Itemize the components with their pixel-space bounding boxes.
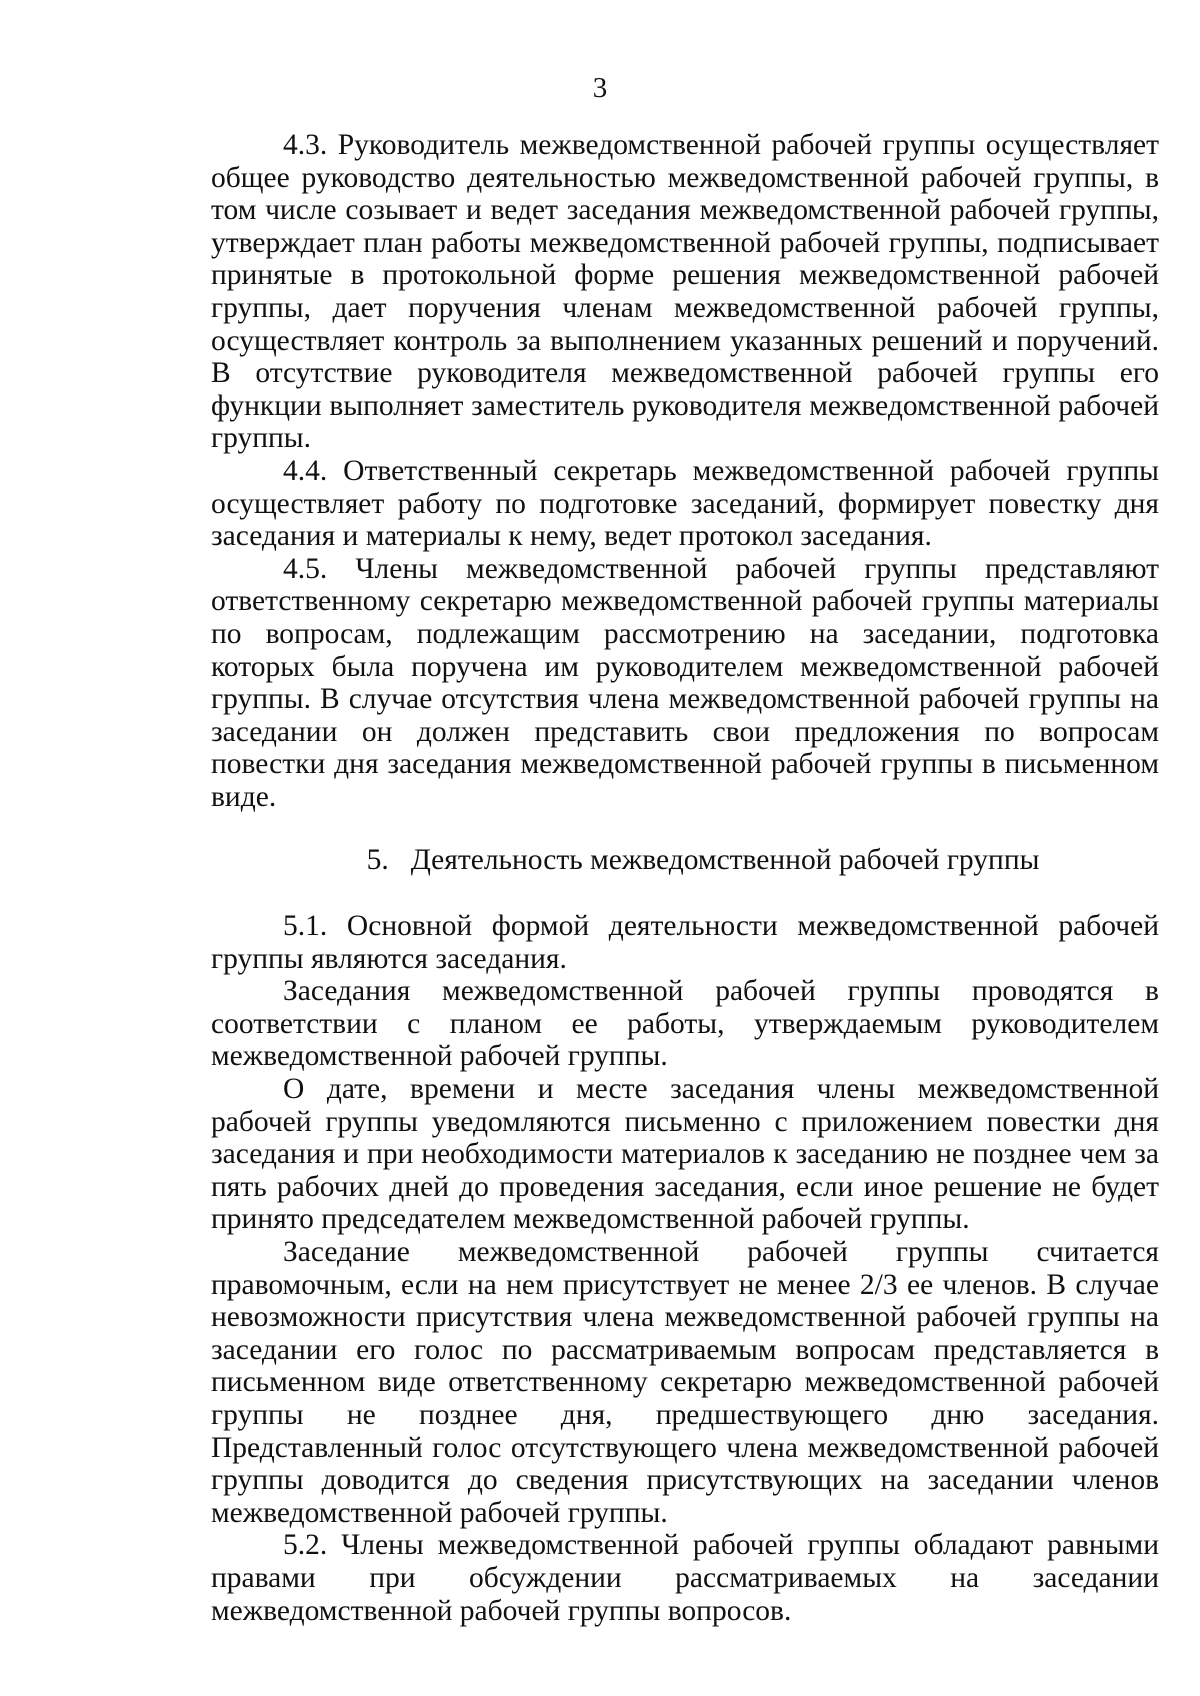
paragraph-4-3: 4.3. Руководитель межведомственной рабочей группы осуществляет общее руководство деятельностью межведомственной рабочей группы, в том числе созывает и ведет заседания межведомственной рабочей группы, утверждает план работы межведомственной рабочей группы, подписывает принятые в протокольной форме решения межведомственной рабочей группы, дает поручения членам межведомственной рабочей группы, осуществляет контроль за выполнением указанных решений и поручений. В отсутствие руководителя межведомственной рабочей группы его функции выполняет заместитель руководителя межведомственной рабочей группы. [211, 129, 1159, 455]
document-body [211, 129, 1159, 1627]
paragraph-5-1-quorum: Заседание межведомственной рабочей группы считается правомочным, если на нем присутствует не менее 2/3 ее членов. В случае невозможности присутствия члена межведомственной рабочей группы на заседании его голос по рассматриваемым вопросам представляется в письменном виде ответственному секретарю межведомственной рабочей группы не позднее дня, предшествующего дню заседания. Представленный голос отсутствующего члена межведомственной рабочей группы доводится до сведения присутствующих на заседании членов межведомственной рабочей группы. [211, 1236, 1159, 1529]
paragraph-5-1-meetings: Заседания межведомственной рабочей группы проводятся в соответствии с планом ее работы, утверждаемым руководителем межведомственной рабочей группы. [211, 975, 1159, 1073]
section-5-heading [211, 844, 1159, 877]
paragraph-5-1: 5.1. Основной формой деятельности межведомственной рабочей группы являются заседания. [211, 910, 1159, 975]
paragraph-4-4: 4.4. Ответственный секретарь межведомственной рабочей группы осуществляет работу по подготовке заседаний, формирует повестку дня заседания и материалы к нему, ведет протокол заседания. [211, 454, 1159, 553]
section-5-title: Деятельность межведомственной рабочей группы [410, 844, 1040, 877]
section-5-number: 5. [366, 844, 389, 877]
paragraph-4-5: 4.5. Члены межведомственной рабочей группы представляют ответственному секретарю межведомственной рабочей группы материалы по вопросам, подлежащим рассмотрению на заседании, подготовка которых была поручена им руководителем межведомственной рабочей группы. В случае отсутствия члена межведомственной рабочей группы на заседании он должен представить свои предложения по вопросам повестки дня заседания межведомственной рабочей группы в письменном виде. [211, 552, 1159, 813]
paragraph-5-2: 5.2. Члены межведомственной рабочей группы обладают равными правами при обсуждении рассматриваемых на заседании межведомственной рабочей группы вопросов. [211, 1529, 1159, 1627]
page-number: 3 [592, 72, 608, 104]
paragraph-5-1-notification: О дате, времени и месте заседания члены межведомственной рабочей группы уведомляются письменно с приложением повестки дня заседания и при необходимости материалов к заседанию не позднее чем за пять рабочих дней до проведения заседания, если иное решение не будет принято председателем межведомственной рабочей группы. [211, 1073, 1159, 1236]
